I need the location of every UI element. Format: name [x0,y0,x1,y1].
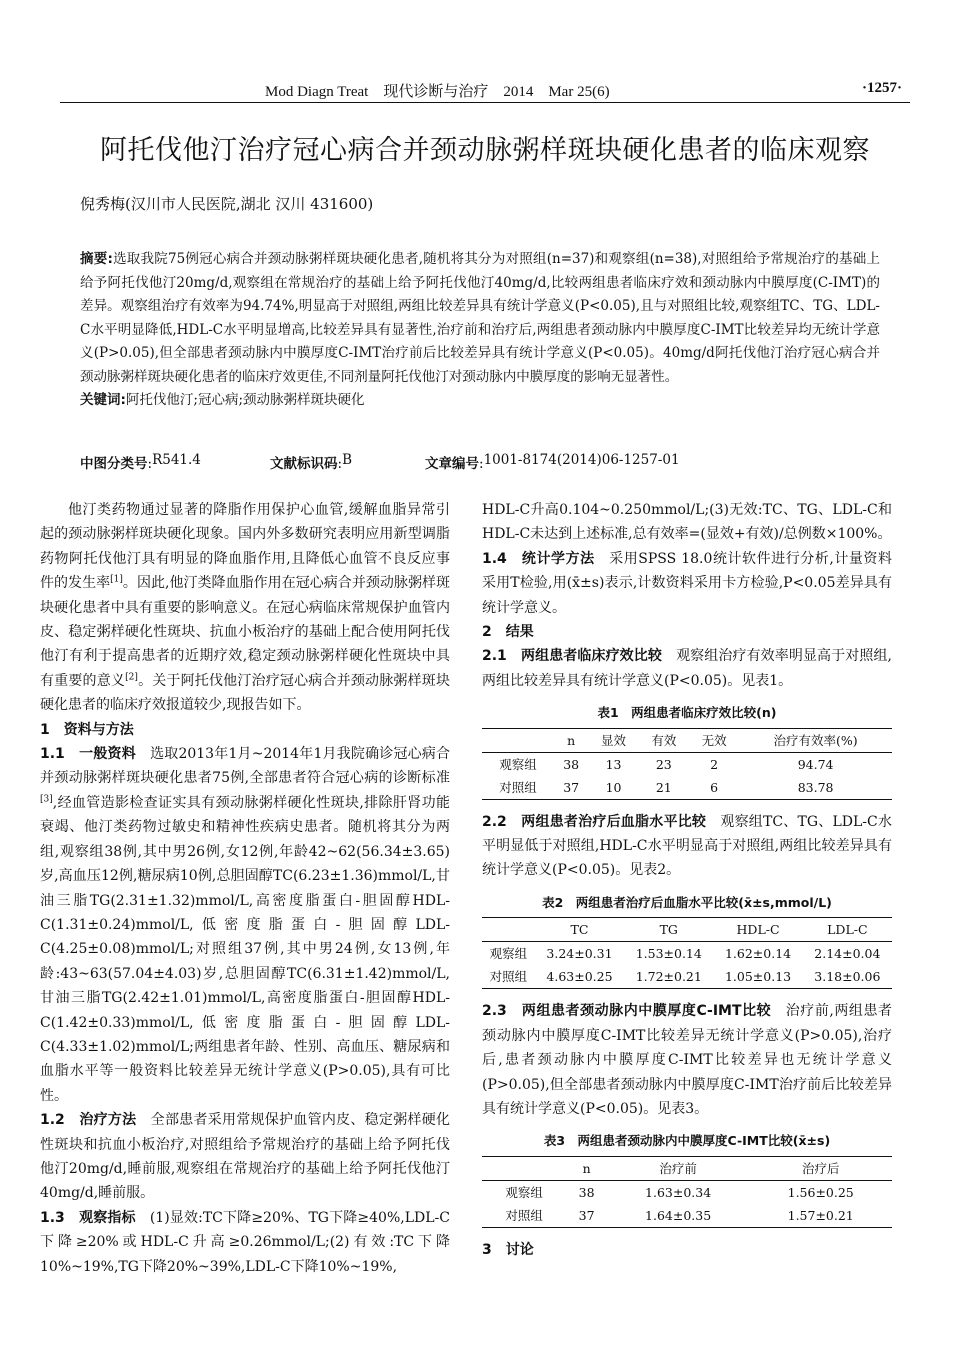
table-header-cell [482,728,554,752]
keywords: 阿托伐他汀;冠心病;颈动脉粥样斑块硬化 [125,392,365,408]
table-cell: 23 [655,756,672,772]
table-header-cell: n [554,728,588,752]
abstract-label: 摘要 [80,251,108,267]
table-cell: 37 [554,776,588,800]
citation-1: [1] [110,574,123,585]
table-header-cell: 治疗前 [607,1156,750,1180]
table-cell: 对照组 [482,776,554,800]
table-cell: 4.63±0.25 [535,965,624,989]
table-header-cell: 显效 [588,728,638,752]
journal-info: Mod Diagn Treat 现代诊断与治疗 2014 Mar 25(6) [265,84,610,100]
table-cell: 1.56±0.25 [787,1184,854,1200]
table-header-cell: n [566,1156,606,1180]
table-cell: 37 [566,1204,606,1228]
table-cell: 观察组 [489,946,528,962]
left-column [40,498,450,1279]
section-2-heading: 2 结果 [482,624,534,641]
table-2-title: 表2 两组患者治疗后血脂水平比较(x̄±s,mmol/L) [542,894,832,910]
table-cell: 10 [588,776,638,800]
table-cell: 1.62±0.14 [724,946,792,962]
table-row [482,776,892,800]
table-cell: 1.72±0.21 [624,965,713,989]
section-2-1: 2.1 两组患者临床疗效比较 观察组治疗有效率明显高于对照组,两组比较差异具有统计学意义(P<0.05)。见表1。 [482,648,892,689]
table-cell: 2 [710,756,719,772]
keywords-label: 关键词 [80,392,121,408]
article-no: 1001-8174(2014)06-1257-01 [483,452,680,468]
page-number: ·1257· [861,80,902,96]
author-affiliation: 倪秀梅(汉川市人民医院,湖北 汉川 431600) [80,195,374,213]
table-row [482,942,892,966]
doc-code: B [342,452,352,468]
section-1-3-continued: HDL-C升高0.104~0.250mmol/L;(3)无效:TC、TG、LDL-C和HDL-C未达到上述标准,总有效率=(显效+有效)/总例数×100%。 [482,502,892,543]
table-header-cell: LDL-C [803,918,892,942]
table-cell: 83.78 [739,776,892,800]
table-cell: 观察组 [499,756,537,772]
table-cell: 2.14±0.04 [814,946,881,962]
table-3-title: 表3 两组患者颈动脉内中膜厚度C-IMT比较(x̄±s) [543,1133,831,1149]
table-cell: 1.05±0.13 [713,965,802,989]
table-header-cell: 治疗有效率(%) [739,728,892,752]
citation-3: [3] [40,794,53,805]
table-2 [482,917,892,989]
table-cell: 94.74 [797,756,834,772]
table-cell: 对照组 [482,965,535,989]
table-row [482,752,892,776]
section-2-3: 2.3 两组患者颈动脉内中膜厚度C-IMT比较 治疗前,两组患者颈动脉内中膜厚度C-IMT比较差异无统计学意义(P>0.05),治疗后,患者颈动脉内中膜厚度C-IMT比较差异也无统计学意义(P>0.05),但全部患者颈动脉内中膜厚度C-IMT治疗前后比较差异具有统计学意义(P<0.05)。见表3。 [482,1003,893,1117]
table-header-cell [482,918,535,942]
table-header-cell: 有效 [639,728,689,752]
abstract-text: 选取我院75例冠心病合并颈动脉粥样斑块硬化患者,随机将其分为对照组(n=37)和观察组(n=38),对照组给予常规治疗的基础上给予阿托伐他汀20mg/d,观察组在常规治疗的基础上给予阿托伐他汀40mg/d,比较两组患者临床疗效和颈动脉内中膜厚度(C-IMT)的差异。观察组治疗有效率为94.74%,明显高于对照组,两组比较差异具有统计学意义(P<0.05),且与对照组比较,观察组TC、TG、LDL-C水平明显降低,HDL-C水平明显增高,比较差异具有显著性,治疗前和治疗后,两组患者颈动脉内中膜厚度C-IMT比较差异均无统计学意义(P>0.05),但全部患者颈动脉内中膜厚度C-IMT治疗前后比较差异具有统计学意义(P<0.05)。40mg/d阿托伐他汀治疗冠心病合并颈动脉粥样斑块硬化患者的临床疗效更佳,不同剂量阿托伐他汀对颈动脉内中膜厚度的影响无显著性。 [80,251,880,385]
table-cell: 13 [605,756,622,772]
section-1-heading: 1 资料与方法 [40,721,134,738]
table-1 [482,728,892,800]
table-header-cell: 无效 [689,728,739,752]
table-cell: 1.63±0.34 [645,1184,712,1200]
table-header-cell [482,1156,566,1180]
table-cell: 1.57±0.21 [749,1204,892,1228]
table-row [482,1180,892,1204]
table-header-cell: TG [624,918,713,942]
doc-code-label: 文献标识码 [270,456,338,472]
table-cell: 3.24±0.31 [546,946,613,962]
table-row [482,1204,892,1228]
article-title: 阿托伐他汀治疗冠心病合并颈动脉粥样斑块硬化患者的临床观察 [100,135,870,166]
table-row [482,965,892,989]
section-1-2: 1.2 治疗方法 全部患者采用常规保护血管内皮、稳定粥样硬化性斑块和抗血小板治疗,对照组给予常规治疗的基础上给予阿托伐他汀20mg/d,睡前服,观察组在常规治疗的基础上给予阿托伐他汀40mg/d,睡前服。 [40,1112,450,1202]
abstract: 摘要:选取我院75例冠心病合并颈动脉粥样斑块硬化患者,随机将其分为对照组(n=37)和观察组(n=38),对照组给予常规治疗的基础上给予阿托伐他汀20mg/d,观察组在常规治疗的基础上给予阿托伐他汀40mg/d,比较两组患者临床疗效和颈动脉内中膜厚度(C-IMT)的差异。观察组治疗有效率为94.74%,明显高于对照组,两组比较差异具有统计学意义(P<0.05),且与对照组比较,观察组TC、TG、LDL-C水平明显降低,HDL-C水平明显增高,比较差异具有显著性,治疗前和治疗后,两组患者颈动脉内中膜厚度C-IMT比较差异均无统计学意义(P>0.05),但全部患者颈动脉内中膜厚度C-IMT治疗前后比较差异具有统计学意义(P<0.05)。40mg/d阿托伐他汀治疗冠心病合并颈动脉粥样斑块硬化患者的临床疗效更佳,不同剂量阿托伐他汀对颈动脉内中膜厚度的影响无显著性。 关键词:阿托伐他汀;冠心病;颈动脉粥样斑块硬化 [80,251,880,408]
citation-2: [2] [125,672,138,683]
running-header [60,74,910,103]
table-cell: 对照组 [482,1204,566,1228]
table-cell: 1.53±0.14 [635,946,702,962]
table-cell: 38 [563,756,580,772]
table-cell: 6 [689,776,739,800]
table-1-title: 表1 两组患者临床疗效比较(n) [597,705,777,721]
section-3-heading: 3 讨论 [482,1241,534,1258]
clc-code: R541.4 [152,452,201,468]
table-cell: 1.64±0.35 [607,1204,750,1228]
table-cell: 3.18±0.06 [803,965,892,989]
clc-label: 中图分类号 [80,456,148,472]
section-1-1: 1.1 一般资料 选取2013年1月~2014年1月我院确诊冠心病合并颈动脉粥样斑块硬化患者75例,全部患者符合冠心病的诊断标准[3],经血管造影检查证实具有颈动脉粥样硬化性斑块,排除肝肾功能衰竭、他汀类药物过敏史和精神性疾病史患者。随机将其分为两组,观察组38例,其中男26例,女12例,年龄42~62(56.34±3.65)岁,高血压12例,糖尿病10例,总胆固醇TC(6.23±1.36)mmol/L,甘油三脂TG(2.31±1.32)mmol/L,高密度脂蛋白-胆固醇HDL-C(1.31±0.24)mmol/L,低密度脂蛋白-胆固醇LDL-C(4.25±0.08)mmol/L;对照组37例,其中男24例,女13例,年龄:43~63(57.04±4.03)岁,总胆固醇TC(6.31±1.42)mmol/L,甘油三脂TG(2.42±1.01)mmol/L,高密度脂蛋白-胆固醇HDL-C(1.42±0.33)mmol/L,低密度脂蛋白-胆固醇LDL-C(4.33±1.02)mmol/L;两组患者年龄、性别、高血压、糖尿病和血脂水平等一般资料比较差异无统计学意义(P>0.05),具有可比性。 [40,746,450,1104]
article-no-label: 文章编号 [425,456,479,472]
table-header-cell: TC [535,918,624,942]
table-header-cell: 治疗后 [749,1156,892,1180]
section-2-2: 2.2 两组患者治疗后血脂水平比较 观察组TC、TG、LDL-C水平明显低于对照组,HDL-C水平明显高于对照组,两组比较差异具有统计学意义(P<0.05)。见表2。 [482,813,892,879]
table-3 [482,1156,892,1228]
table-cell: 38 [578,1184,595,1200]
section-1-4: 1.4 统计学方法 采用SPSS 18.0统计软件进行分析,计量资料采用T检验,用(x̄±s)表示,计数资料采用卡方检验,P<0.05差异具有统计学意义。 [482,550,892,616]
intro-paragraph: 他汀类药物通过显著的降脂作用保护心血管,缓解血脂异常引起的颈动脉粥样斑块硬化现象。国内外多数研究表明应用新型调脂药物阿托伐他汀具有明显的降血脂作用,且降低心血管不良反应事件的发生率[1]。因此,他汀类降血脂作用在冠心病合并颈动脉粥样斑块硬化患者中具有重要的影响意义。在冠心病临床常规保护血管内皮、稳定粥样硬化性斑块、抗血小板治疗的基础上配合使用阿托伐他汀有利于提高患者的近期疗效,稳定颈动脉粥样硬化性斑块中具有重要的意义[2]。关于阿托伐他汀治疗冠心病合并颈动脉粥样斑块硬化患者的临床疗效报道较少,现报告如下。 [40,502,450,714]
right-column [482,498,892,1262]
table-header-cell: HDL-C [713,918,802,942]
section-1-3: 1.3 观察指标 (1)显效:TC下降≥20%、TG下降≥40%,LDL-C下降≥20%或HDL-C升高≥0.26mmol/L;(2)有效:TC下降10%~19%,TG下降20%~39%,LDL-C下降10%~19%, [40,1209,450,1275]
table-cell: 21 [639,776,689,800]
table-cell: 观察组 [505,1184,543,1200]
